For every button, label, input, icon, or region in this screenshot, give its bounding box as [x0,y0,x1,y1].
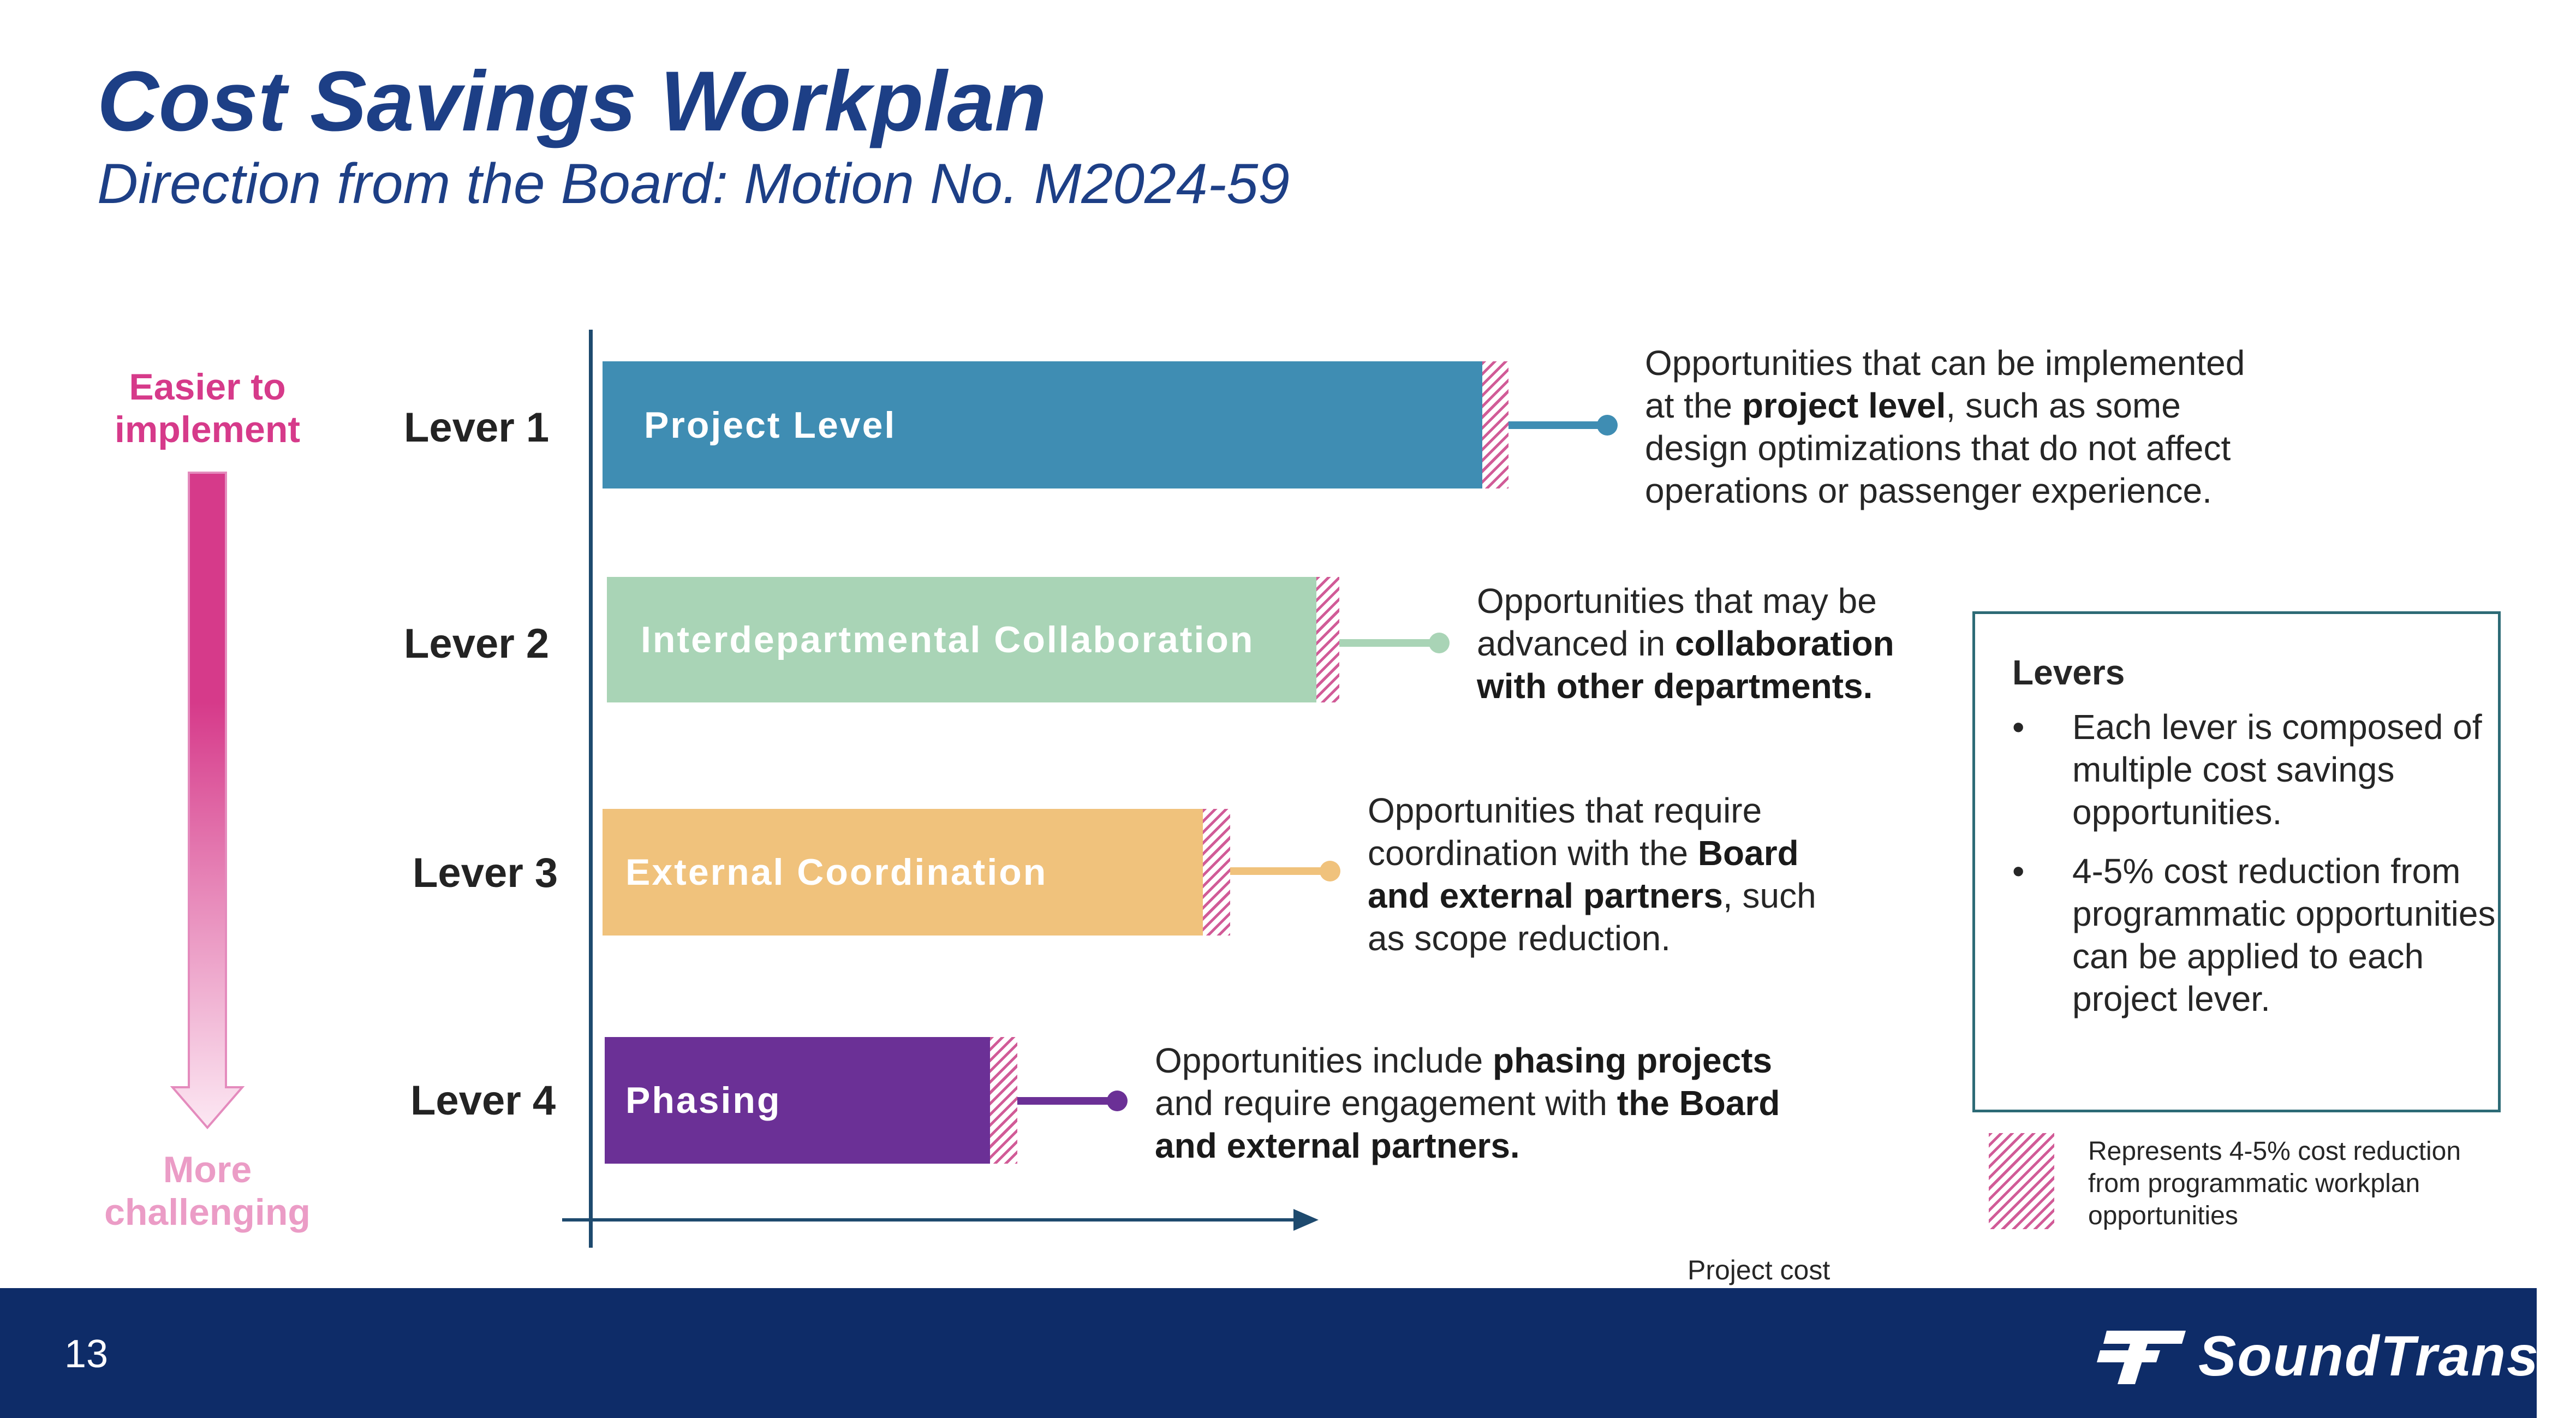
levers-box-item [2012,850,2498,1020]
lever-4-hatch [990,1037,1017,1164]
lever-3-dot [1320,861,1340,881]
lever-4-bar-text: Phasing [625,1080,782,1121]
more-challenging-label: More challenging [104,1149,311,1233]
page-number: 13 [64,1332,109,1376]
slide-subtitle: Direction from the Board: Motion No. M2024-59 [97,152,1290,216]
lever-2-label: Lever 2 [404,621,550,667]
levers-box-item-text: 4-5% cost reduction from programmatic opportunities can be applied to each project lever. [2072,851,2496,1018]
lever-4-label: Lever 4 [410,1077,556,1124]
lever-4-dot [1107,1091,1128,1111]
lever-1-bar [603,361,1482,488]
lever-3-description: Opportunities that require coordination with the Board and external partners, such as scope reduction. [1368,791,1816,958]
lever-2-dot [1429,633,1450,653]
lever-1-dot [1597,415,1618,436]
lever-3-connector [1230,867,1332,875]
lever-4-description: Opportunities include phasing projects and require engagement with the Board and external partners. [1155,1041,1780,1165]
lever-4-connector [1017,1097,1119,1105]
legend-text: Represents 4-5% cost reduction from programmatic workplan opportunities [2088,1137,2461,1230]
lever-2-bar [607,577,1316,702]
lever-1-bar-text: Project Level [644,404,897,446]
lever-2-hatch [1316,577,1339,702]
easier-to-implement-label: Easier to implement [114,366,301,450]
lever-3-bar [603,809,1203,936]
y-axis-line [589,330,593,1248]
lever-4-bar [605,1037,990,1164]
levers-box-list [2012,706,2498,1020]
lever-1-hatch [1482,361,1508,488]
difficulty-gradient-arrow [169,473,246,1131]
lever-3-label: Lever 3 [413,850,558,896]
lever-2-connector [1339,639,1441,647]
x-axis-line [562,1218,1299,1222]
lever-1-connector [1508,421,1607,429]
lever-1-description: Opportunities that can be implemented at the project level, such as some design optimizations that do not affect operations or passenger experience. [1645,343,2245,510]
levers-box-item-text: Each lever is composed of multiple cost savings opportunities. [2072,707,2482,832]
x-axis-label: Project cost [1687,1255,1830,1285]
lever-1-label: Lever 1 [404,404,550,451]
legend-hatch-swatch [1989,1133,2054,1229]
bullet-icon: • [2012,707,2025,747]
lever-2-bar-text: Interdepartmental Collaboration [641,619,1255,660]
sound-transit-logo [2096,1321,2576,1392]
sound-transit-logo-mark-icon [2096,1326,2189,1386]
levers-box-item [2012,706,2498,833]
lever-3-hatch [1203,809,1230,936]
levers-box-title: Levers [2012,653,2125,692]
slide-title: Cost Savings Workplan [97,54,1047,149]
levers-info-box [1972,611,2501,1112]
lever-3-bar-text: External Coordination [625,851,1048,893]
sound-transit-logo-text: SoundTransit [2198,1324,2576,1388]
x-axis-arrowhead [1293,1209,1319,1231]
lever-2-description: Opportunities that may be advanced in collaboration with other departments. [1477,581,1894,706]
bullet-icon: • [2012,851,2025,891]
